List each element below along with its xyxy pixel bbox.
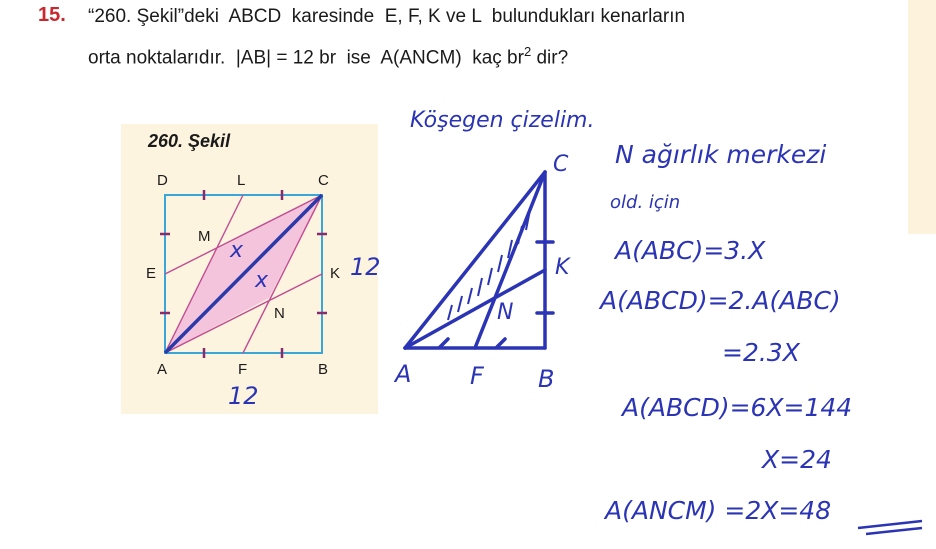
hw-final-answer: A(ANCM) =2X=48: [605, 496, 832, 525]
hw-triangle-label-n: N: [497, 300, 514, 325]
hw-equation-3: =2.3X: [722, 338, 800, 367]
point-label-k: K: [330, 265, 341, 282]
point-label-a: A: [157, 361, 168, 378]
diagonal-ac: [165, 195, 322, 353]
point-label-c: C: [318, 172, 329, 189]
hw-triangle-label-c: C: [553, 152, 569, 177]
figure-title: 260. Şekil: [148, 131, 231, 151]
hw-heading: Köşegen çizelim.: [410, 108, 595, 133]
sketch-triangle-abc: [405, 172, 553, 348]
hw-area-mark-x-1: x: [230, 238, 244, 263]
hw-triangle-label-k: K: [555, 255, 570, 280]
hw-triangle-label-a: A: [395, 360, 412, 388]
point-label-d: D: [157, 172, 168, 189]
question-text-line-2-end: dir?: [531, 47, 569, 69]
square-unit-exponent: 2: [523, 44, 532, 59]
point-label-b: B: [318, 361, 329, 378]
hw-equation-4: A(ABCD)=6X=144: [622, 393, 853, 422]
question-text-line-1: “260. Şekil”deki ABCD karesinde E, F, K ve L bulundukları kenarların: [88, 6, 686, 27]
hw-side-length-bottom: 12: [228, 382, 259, 410]
point-label-e: E: [146, 265, 157, 282]
hw-triangle-label-f: F: [470, 362, 484, 390]
hw-equation-5: X=24: [762, 445, 832, 474]
question-number: 15.: [38, 4, 66, 26]
point-label-m: M: [198, 228, 211, 245]
hw-side-length-right: 12: [350, 253, 381, 281]
point-label-l: L: [237, 172, 246, 189]
hw-area-mark-x-2: x: [255, 268, 269, 293]
hw-triangle-label-b: B: [538, 365, 555, 393]
sketch-hatching: [448, 210, 530, 320]
answer-underline: [858, 521, 922, 534]
point-label-f: F: [238, 361, 248, 378]
point-label-n: N: [274, 305, 285, 322]
hw-note-because: old. için: [610, 192, 681, 213]
hw-equation-1: A(ABC)=3.X: [615, 236, 766, 265]
hw-note-centroid: N ağırlık merkezi: [615, 140, 827, 169]
question-text-line-2-main: orta noktalarıdır. |AB| = 12 br ise A(ANCM) kaç br: [88, 47, 524, 69]
hw-equation-2: A(ABCD)=2.A(ABC): [600, 286, 841, 315]
